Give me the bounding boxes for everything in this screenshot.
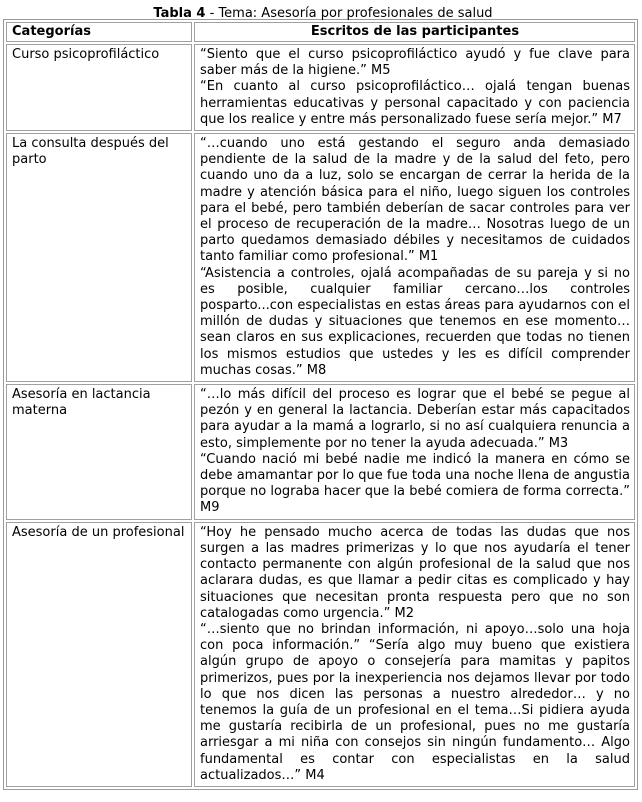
- participants-table: [3, 19, 638, 790]
- category-cell: La consulta después del parto: [6, 133, 192, 382]
- table-header-row: [6, 22, 635, 42]
- quote: “…lo más difícil del proceso es lograr que el bebé se pegue al pezón y en general la lactancia. Deberían estar más capacitados para ayudar a la mamá a lograrlo, si no así cualquiera renuncia a esto, simplemente por no tener la ayuda adecuada.” M3: [200, 387, 630, 451]
- table-row: [6, 522, 635, 787]
- header-writings: Escritos de las participantes: [194, 22, 635, 42]
- quote: “…siento que no brindan información, ni apoyo…solo una hoja con poca información.” “Sería algo muy bueno que existiera algún grupo de apoyo o consejería para mamitas y papitos primerizos, pues por la inexperiencia nos dejamos llevar por todo lo que nos dicen las personas a nuestro alrededor… y no tenemos la guía de un profesional en el tema…Si pidiera ayuda me gustaría recibirla de un profesional, pues no me gustaría arriesgar a mi niña con consejos sin ningún fundamento… Algo fundamental es contar con especialistas en la salud actualizados…” M4: [200, 621, 630, 783]
- table-caption: [4, 0, 642, 19]
- quotes-cell: [194, 384, 635, 520]
- quote: “Cuando nació mi bebé nadie me indicó la manera en cómo se debe amamantar por lo que fue toda una noche llena de angustia porque no lograba hacer que la bebé comiera de forma correcta.” M9: [200, 451, 630, 516]
- header-categories: Categorías: [6, 22, 192, 42]
- category-cell: Curso psicoprofiláctico: [6, 44, 192, 131]
- quotes-cell: [194, 44, 635, 131]
- quote: “…cuando uno está gestando el seguro anda demasiado pendiente de la salud de la madre y de la salud del feto, pero cuando uno da a luz, solo se encargan de cerrar la herida de la madre y atención básica para el niño, luego siguen los controles para el bebé, pero también deberían de sacar controles para ver el proceso de recuperación de la madre… Nosotras luego de un parto quedamos demasiado débiles y necesitamos de cuidados tanto familiar como profesional.” M1: [200, 136, 630, 265]
- quote: “En cuanto al curso psicoprofiláctico… ojalá tengan buenas herramientas educativas y personal capacitado y con paciencia que los realice y entre más personalizado fuese sería mejor.” M7: [200, 79, 630, 127]
- table-number: Tabla 4: [153, 6, 206, 21]
- table-title: - Tema: Asesoría por profesionales de salud: [205, 6, 493, 21]
- quote: “Siento que el curso psicoprofiláctico ayudó y fue clave para saber más de la higiene.” M5: [200, 47, 630, 79]
- table-row: [6, 384, 635, 520]
- quote: “Asistencia a controles, ojalá acompañadas de su pareja y si no es posible, cualquier familiar cercano…los controles posparto...con especialistas en estas áreas para ayudarnos con el millón de dudas y situaciones que tenemos en ese momento…sean claros en sus explicaciones, recuerden que todas no tienen los mismos estudios que ustedes y les es difícil comprender muchas cosas.” M8: [200, 265, 630, 378]
- table-row: [6, 133, 635, 382]
- category-cell: Asesoría de un profesional: [6, 522, 192, 787]
- table-row: [6, 44, 635, 131]
- category-cell: Asesoría en lactancia materna: [6, 384, 192, 520]
- quote: “Hoy he pensado mucho acerca de todas las dudas que nos surgen a las madres primerizas y lo que nos ayudaría el tener contacto permanente con algún profesional de la salud que nos aclarara dudas, es que llamar a pedir citas es complicado y hay situaciones que necesitan pronta respuesta pero que no son catalogadas como urgencia.” M2: [200, 524, 630, 621]
- quotes-cell: [194, 522, 635, 787]
- quotes-cell: [194, 133, 635, 382]
